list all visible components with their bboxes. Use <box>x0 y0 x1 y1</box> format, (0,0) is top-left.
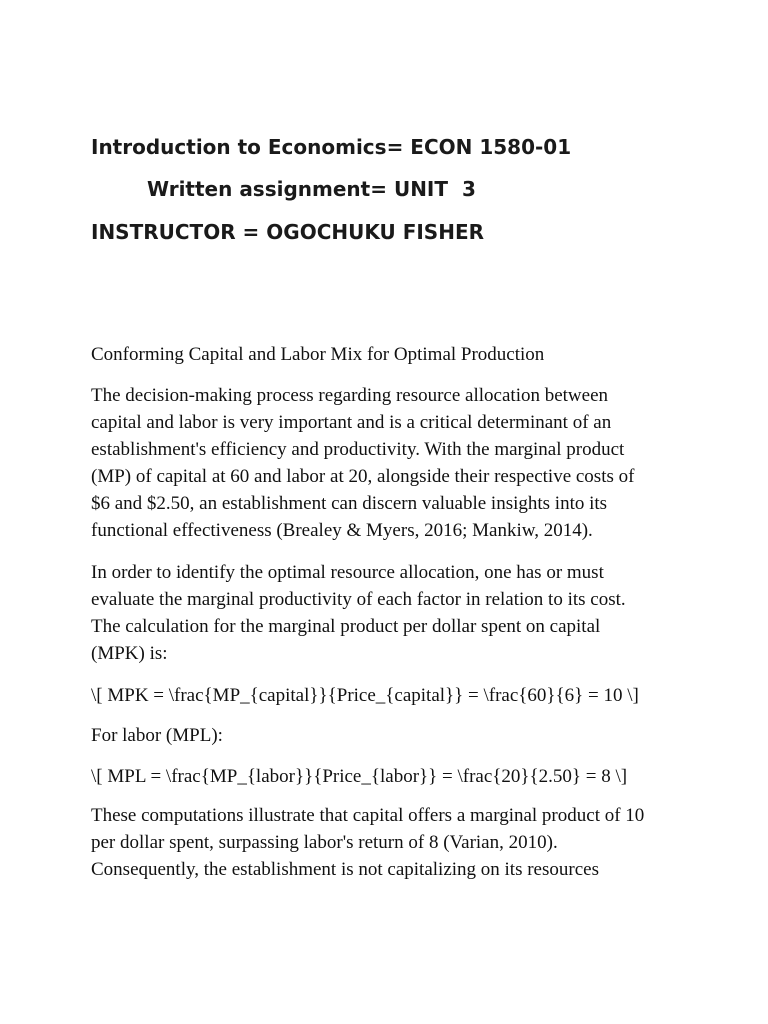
essay-title-block <box>91 341 691 368</box>
labor-intro-block <box>91 722 691 749</box>
formula-mpk-block <box>91 682 691 709</box>
paragraph-2: In order to identify the optimal resource allocation, one has or must evaluate the marginal productivity of each factor in relation to its cost. The calculation for the marginal product per dollar spent on capital (MPK) is: <box>91 562 626 664</box>
paragraph-1: The decision-making process regarding resource allocation between capital and labor is very important and is a critical determinant of an establishment's efficiency and productivity. With the marginal product (MP) of capital at 60 and labor at 20, alongside their respective costs of $6 and $2.50, an establishment can discern valuable insights into its functional effectiveness (Brealey & Myers, 2016; Mankiw, 2014). <box>91 385 635 541</box>
essay-title: Conforming Capital and Labor Mix for Optimal Production <box>91 344 545 365</box>
paragraph-3-block <box>91 802 691 883</box>
course-heading: Introduction to Economics= ECON 1580-01 <box>91 135 572 159</box>
labor-intro: For labor (MPL): <box>91 725 223 746</box>
instructor-heading: INSTRUCTOR = OGOCHUKU FISHER <box>91 220 485 244</box>
formula-mpk: \[ MPK = \frac{MP_{capital}}{Price_{capital}} = \frac{60}{6} = 10 \] <box>91 685 639 706</box>
paragraph-2-block <box>91 559 691 667</box>
formula-mpl-block <box>91 763 691 790</box>
formula-mpl: \[ MPL = \frac{MP_{labor}}{Price_{labor}} = \frac{20}{2.50} = 8 \] <box>91 766 628 787</box>
assignment-heading: Written assignment= UNIT 3 <box>147 177 476 201</box>
paragraph-1-block <box>91 382 691 544</box>
paragraph-3: These computations illustrate that capital offers a marginal product of 10 per dollar spent, surpassing labor's return of 8 (Varian, 2010). Consequently, the establishment is not capitalizing on its resources <box>91 805 645 880</box>
